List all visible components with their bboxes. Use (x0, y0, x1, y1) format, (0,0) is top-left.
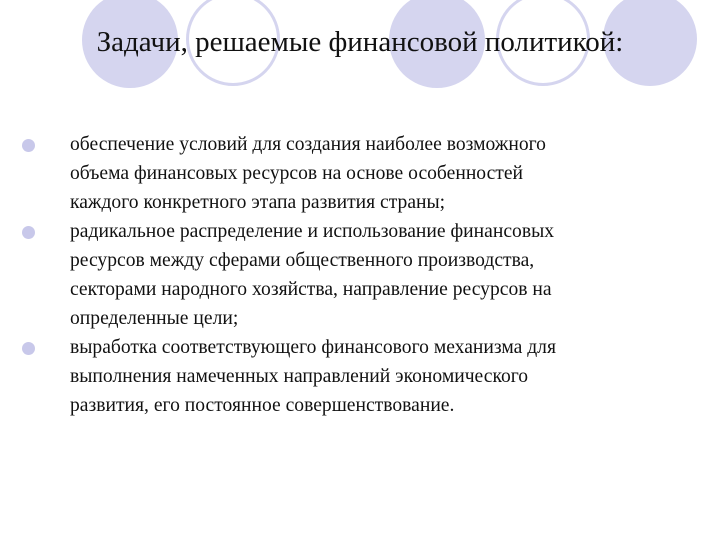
bullet-item (22, 333, 702, 420)
bullet-list (22, 130, 702, 420)
bullet-line: определенные цели; (70, 308, 239, 329)
bullet-line: выполнения намеченных направлений экономического (70, 366, 529, 387)
bullet-item (22, 217, 702, 333)
bullet-line: обеспечение условий для создания наиболее возможного (70, 134, 546, 155)
bullet-item (22, 130, 702, 217)
bullet-line: развития, его постоянное совершенствование. (70, 395, 455, 416)
bullet-line: каждого конкретного этапа развития страны; (70, 192, 446, 213)
bullet-line: ресурсов между сферами общественного производства, (70, 250, 535, 271)
bullet-line: объема финансовых ресурсов на основе особенностей (70, 163, 524, 184)
bullet-line: радикальное распределение и использование финансовых (70, 221, 555, 242)
bullet-line: выработка соответствующего финансового механизма для (70, 337, 556, 358)
circle-bullet-icon (22, 226, 35, 239)
circle-bullet-icon (22, 139, 35, 152)
circle-bullet-icon (22, 342, 35, 355)
slide-title: Задачи, решаемые финансовой политикой: (96, 26, 624, 58)
bullet-line: секторами народного хозяйства, направление ресурсов на (70, 279, 552, 300)
